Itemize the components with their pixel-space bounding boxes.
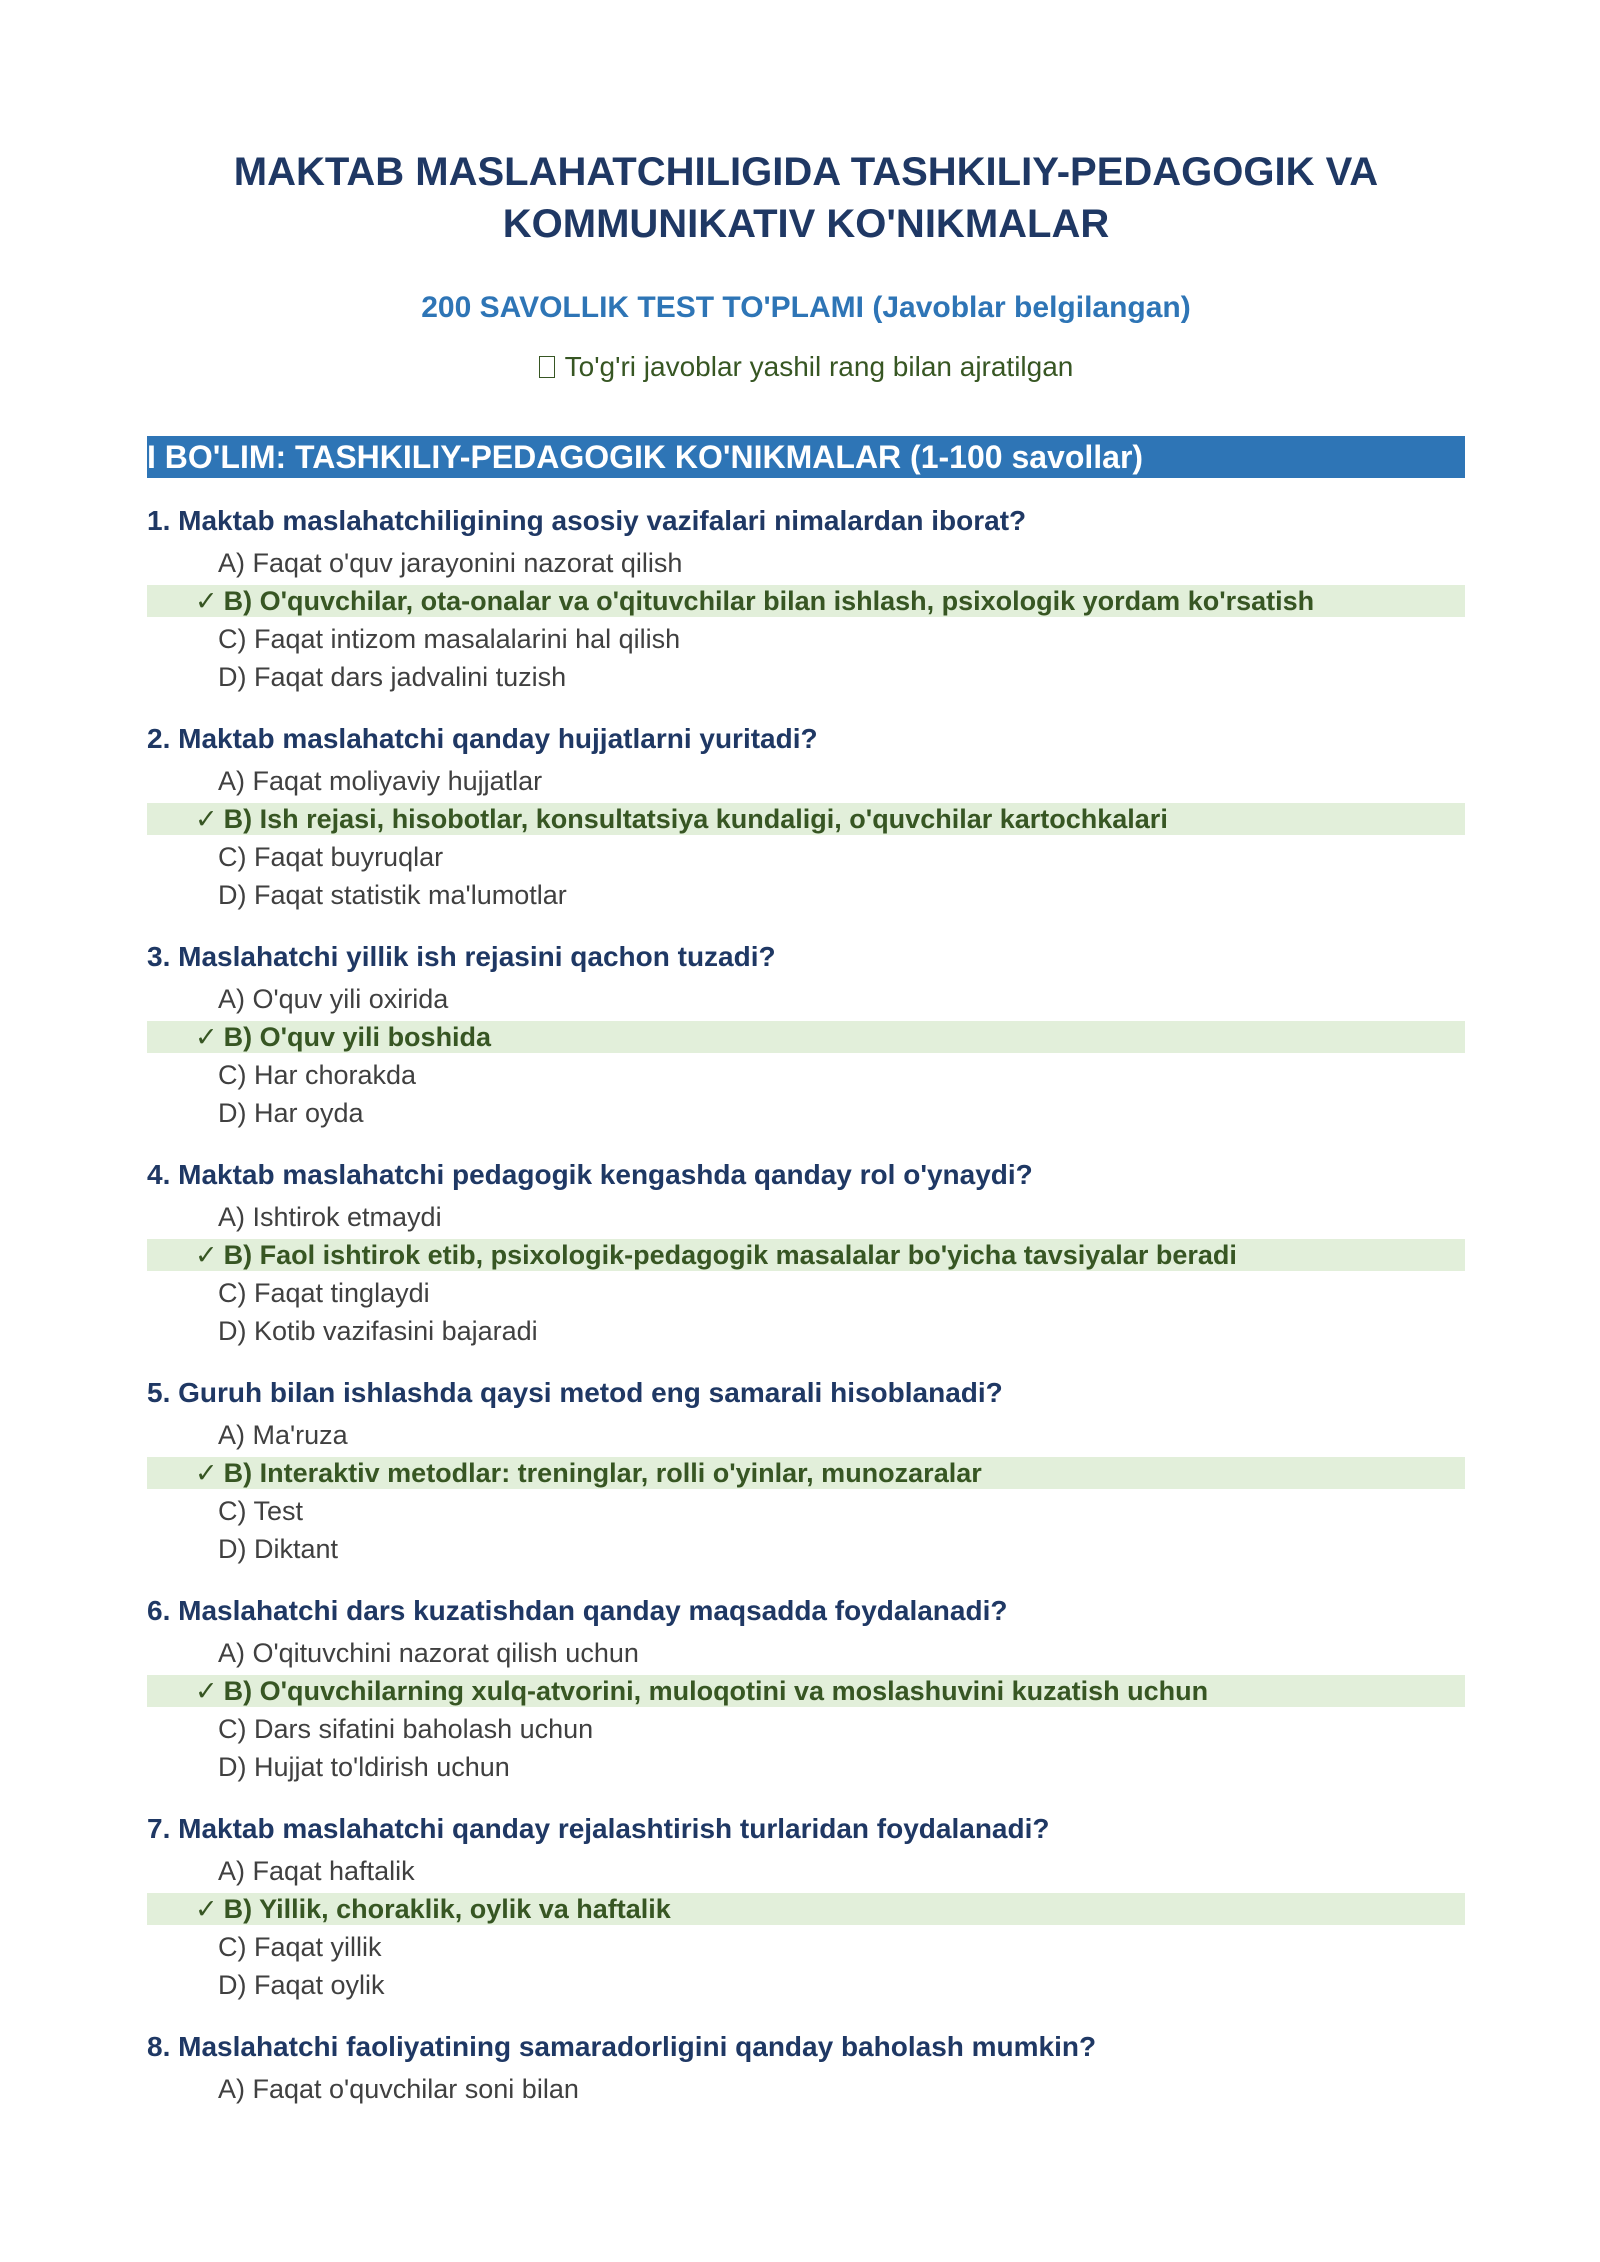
option-text: D) Hujjat to'ldirish uchun (218, 1752, 510, 1782)
checkmark-icon: ✓ (195, 1458, 218, 1488)
correct-answer-option (147, 1675, 1465, 1707)
option-text: B) O'quv yili boshida (223, 1022, 492, 1052)
answer-option (147, 1710, 1465, 1748)
option-text: C) Faqat tinglaydi (218, 1278, 430, 1308)
document-title-line-1: MAKTAB MASLAHATCHILIGIDA TASHKILIY-PEDAGOGIK VA (233, 150, 1379, 194)
question-block (147, 1810, 1465, 2004)
option-text: A) Faqat moliyaviy hujjatlar (218, 766, 543, 796)
checkmark-icon: ✓ (195, 1240, 218, 1270)
answer-option (147, 544, 1465, 582)
option-text: B) Ish rejasi, hisobotlar, konsultatsiya kundaligi, o'quvchilar kartochkalari (223, 804, 1168, 834)
checkmark-icon: ✓ (195, 1894, 218, 1924)
option-text: C) Test (218, 1496, 304, 1526)
question-block (147, 2028, 1465, 2108)
option-text: A) Faqat o'quvchilar soni bilan (218, 2074, 579, 2104)
answer-option (147, 1748, 1465, 1786)
checkmark-icon: ✓ (195, 586, 218, 616)
note-text: To'g'ri javoblar yashil rang bilan ajratilgan (564, 351, 1074, 382)
answer-options (147, 544, 1465, 696)
option-text: B) Faol ishtirok etib, psixologik-pedagogik masalalar bo'yicha tavsiyalar beradi (223, 1240, 1237, 1270)
question-text: 3. Maslahatchi yillik ish rejasini qachon tuzadi? (147, 941, 776, 972)
option-text: A) O'quv yili oxirida (218, 984, 449, 1014)
answer-options (147, 1416, 1465, 1568)
option-text: C) Faqat yillik (218, 1932, 382, 1962)
answer-option (147, 1634, 1465, 1672)
answer-option (147, 1966, 1465, 2004)
answer-option (147, 1056, 1465, 1094)
question-block (147, 1156, 1465, 1350)
answer-option (147, 838, 1465, 876)
document-subtitle: 200 SAVOLLIK TEST TO'PLAMI (Javoblar belgilangan) (421, 291, 1191, 324)
question-text: 8. Maslahatchi faoliyatining samaradorligini qanday baholash mumkin? (147, 2031, 1097, 2062)
answer-options (147, 1852, 1465, 2004)
checkmark-icon: ✓ (195, 1022, 218, 1052)
option-text: A) O'qituvchini nazorat qilish uchun (218, 1638, 639, 1668)
option-text: B) O'quvchilarning xulq-atvorini, muloqotini va moslashuvini kuzatish uchun (223, 1676, 1209, 1706)
question-block (147, 938, 1465, 1132)
option-text: B) Interaktiv metodlar: treninglar, rolli o'yinlar, munozaralar (223, 1458, 982, 1488)
option-text: C) Har chorakda (218, 1060, 417, 1090)
option-text: D) Faqat statistik ma'lumotlar (218, 880, 567, 910)
correct-answer-option (147, 585, 1465, 617)
question-block (147, 720, 1465, 914)
answer-option (147, 1492, 1465, 1530)
section-header: I BO'LIM: TASHKILIY-PEDAGOGIK KO'NIKMALAR (1-100 savollar) (147, 436, 1465, 478)
question-text: 7. Maktab maslahatchi qanday rejalashtirish turlaridan foydalanadi? (147, 1813, 1050, 1844)
option-text: D) Faqat dars jadvalini tuzish (218, 662, 567, 692)
answer-option (147, 2070, 1465, 2108)
option-text: A) Faqat haftalik (218, 1856, 415, 1886)
correct-answers-note (147, 348, 1465, 386)
checkmark-icon: ✓ (195, 1676, 218, 1706)
answer-option (147, 980, 1465, 1018)
option-text: C) Faqat intizom masalalarini hal qilish (218, 624, 681, 654)
answer-option (147, 762, 1465, 800)
correct-answer-option (147, 1457, 1465, 1489)
question-text: 5. Guruh bilan ishlashda qaysi metod eng samarali hisoblanadi? (147, 1377, 1003, 1408)
answer-option (147, 1530, 1465, 1568)
answer-option (147, 876, 1465, 914)
option-text: A) Faqat o'quv jarayonini nazorat qilish (218, 548, 683, 578)
checkmark-icon: ✓ (195, 804, 218, 834)
answer-option (147, 658, 1465, 696)
option-text: D) Kotib vazifasini bajaradi (218, 1316, 538, 1346)
option-text: D) Har oyda (218, 1098, 364, 1128)
answer-option (147, 1928, 1465, 1966)
option-text: B) O'quvchilar, ota-onalar va o'qituvchilar bilan ishlash, psixologik yordam ko'rsatish (223, 586, 1315, 616)
option-text: C) Dars sifatini baholash uchun (218, 1714, 594, 1744)
option-text: A) Ishtirok etmaydi (218, 1202, 442, 1232)
answer-option (147, 620, 1465, 658)
answer-options (147, 980, 1465, 1132)
document-title (147, 146, 1465, 250)
answer-options (147, 1198, 1465, 1350)
answer-options (147, 1634, 1465, 1786)
answer-options (147, 762, 1465, 914)
correct-answer-option (147, 803, 1465, 835)
answer-option (147, 1852, 1465, 1890)
document-page (147, 0, 1465, 2108)
answer-option (147, 1198, 1465, 1236)
question-block (147, 502, 1465, 696)
answer-option (147, 1274, 1465, 1312)
correct-answer-option (147, 1021, 1465, 1053)
option-text: D) Diktant (218, 1534, 339, 1564)
answer-option (147, 1416, 1465, 1454)
answer-options (147, 2070, 1465, 2108)
question-block (147, 1374, 1465, 1568)
question-list (147, 502, 1465, 2108)
correct-answer-option (147, 1239, 1465, 1271)
question-text: 4. Maktab maslahatchi pedagogik kengashda qanday rol o'ynaydi? (147, 1159, 1033, 1190)
document-title-line-2: KOMMUNIKATIV KO'NIKMALAR (502, 202, 1110, 246)
answer-option (147, 1312, 1465, 1350)
option-text: B) Yillik, choraklik, oylik va haftalik (223, 1894, 671, 1924)
question-text: 6. Maslahatchi dars kuzatishdan qanday maqsadda foydalanadi? (147, 1595, 1008, 1626)
question-text: 2. Maktab maslahatchi qanday hujjatlarni yuritadi? (147, 723, 818, 754)
answer-option (147, 1094, 1465, 1132)
option-text: C) Faqat buyruqlar (218, 842, 444, 872)
option-text: D) Faqat oylik (218, 1970, 385, 2000)
question-text: 1. Maktab maslahatchiligining asosiy vazifalari nimalardan iborat? (147, 505, 1027, 536)
placeholder-box-icon (539, 356, 555, 378)
question-block (147, 1592, 1465, 1786)
option-text: A) Ma'ruza (218, 1420, 348, 1450)
correct-answer-option (147, 1893, 1465, 1925)
